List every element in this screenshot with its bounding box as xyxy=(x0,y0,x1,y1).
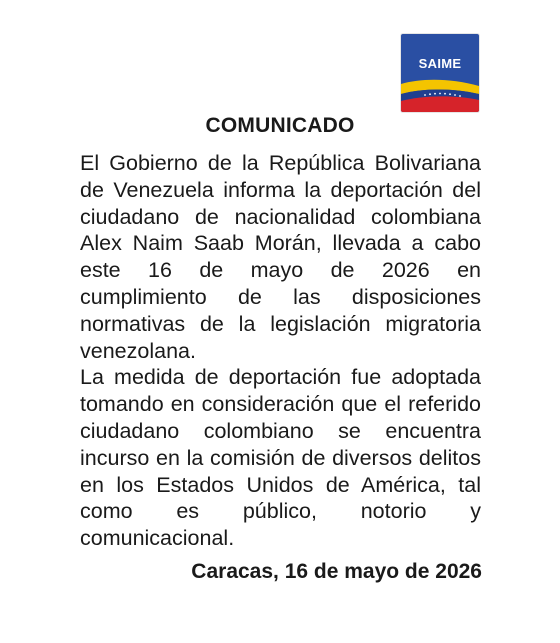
saime-logo xyxy=(401,34,479,112)
saime-logo-graphic xyxy=(401,34,479,112)
document-body xyxy=(80,150,481,552)
place-date: Caracas, 16 de mayo de 2026 xyxy=(191,560,482,583)
document-title: COMUNICADO xyxy=(205,114,355,137)
paragraph-1: El Gobierno de la República Bolivariana de Venezuela informa la deportación del ciudadano de nacionalidad colombiana Alex Naim Saab Morán, llevada a cabo este 16 de mayo de 2026 en cumplimiento de las disposiciones normativas de la legislación migratoria venezolana. xyxy=(80,151,481,363)
paragraph-2: La medida de deportación fue adoptada tomando en consideración que el referido ciudadano colombiano se encuentra incurso en la comisión de diversos delitos en los Estados Unidos de América, tal como es público, notorio y comunicacional. xyxy=(80,365,481,551)
logo-text: SAIME xyxy=(418,56,462,71)
